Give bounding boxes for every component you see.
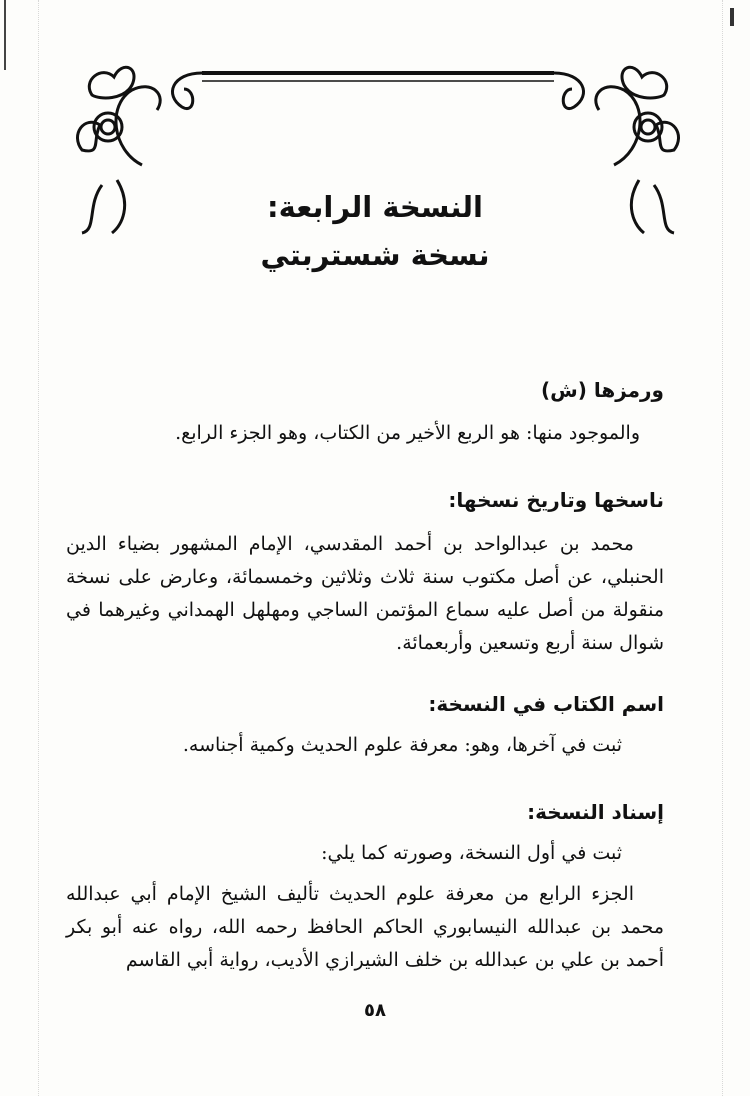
scan-edge-mark (4, 0, 6, 70)
heading-copyist: ناسخها وتاريخ نسخها: (448, 488, 664, 512)
paragraph-symbol: والموجود منها: هو الربع الأخير من الكتاب، وهو الجزء الرابع. (175, 422, 640, 444)
page-number: ٥٨ (364, 1000, 386, 1021)
section-subtitle: نسخة شستربتي (260, 238, 490, 272)
scan-speck (730, 8, 734, 26)
heading-symbol: ورمزها (ش) (541, 378, 664, 402)
paragraph-isnad: الجزء الرابع من معرفة علوم الحديث تأليف الشيخ الإمام أبي عبدالله محمد بن عبدالله النيسابوري الحاكم الحافظ رحمه الله، رواه عنه أبو بكر أحمد بن علي بن عبدالله بن خلف الشيرازي الأديب، رواية أبي القاسم (66, 883, 664, 971)
heading-book-name: اسم الكتاب في النسخة: (428, 692, 664, 716)
heading-isnad: إسناد النسخة: (527, 800, 664, 824)
scan-dotted-line (38, 0, 39, 1096)
section-title: النسخة الرابعة: (266, 190, 483, 224)
scan-dotted-line (722, 0, 723, 1096)
paragraph-isnad-intro: ثبت في أول النسخة، وصورته كما يلي: (321, 842, 622, 864)
paragraph-book-name: ثبت في آخرها، وهو: معرفة علوم الحديث وكمية أجناسه. (182, 734, 622, 756)
paragraph-copyist: محمد بن عبدالواحد بن أحمد المقدسي، الإمام المشهور بضياء الدين الحنبلي، عن أصل مكتوب سنة ثلاث وثلاثين وخمسمائة، وعارض على نسخة منقولة من أصل عليه سماع المؤتمن الساجي ومهلهل الهمداني وغيرهما في شوال سنة أربع وتسعين وأربعمائة. (66, 533, 664, 654)
